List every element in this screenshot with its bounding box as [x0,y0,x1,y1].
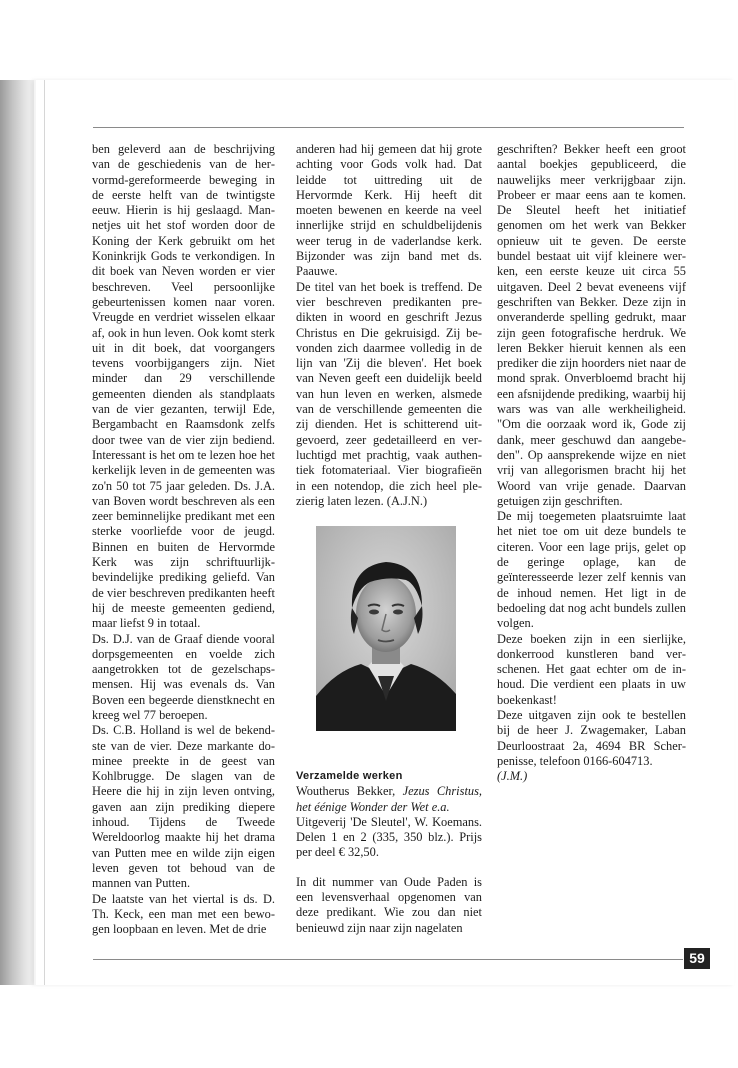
paragraph: De laatste van het viertal is ds. D. Th. Keck, een man met een bewogen loopbaan en leven. Met de drie [92,891,275,937]
paragraph: In dit nummer van Oude Paden is een levensverhaal opgenomen van deze predikant. Wie zou dan niet benieuwd zijn naar zijn nagelaten [296,874,482,935]
paragraph: Ds. C.B. Holland is wel de bekendste van de vier. Deze markante dominee preekte in de geest van Kohlbrugge. De slagen van de Heere die hij in zijn leven ontving, gaven aan zijn prediking diepere inhoud. Tijdens de Tweede Wereldoorlog maakte hij het drama van Putten mee en wilde zijn eigen leven geven tot behoud van de mannen van Putten. [92,723,275,891]
portrait-image [316,526,456,731]
book-gutter [0,80,36,985]
book-author-line [296,784,482,815]
author-signature: (J.M.) [497,769,528,784]
paragraph: Ds. D.J. van de Graaf diende vooral dorpsgemeenten en voelde zich aangetrokken tot de gezelschapsmensen. Hij was evenals ds. Van Boven een begeerde dienstknecht en kreeg wel 77 beroepen. [92,631,275,722]
column-1 [92,142,275,937]
portrait-photo [316,526,456,731]
page-number: 59 [684,948,710,969]
book-title-heading: Verzamelde werken [296,770,403,782]
book-details: Uitgeverij 'De Sleutel', W. Koemans. Delen 1 en 2 (335, 350 blz.). Prijs per deel € 32,50. [296,814,482,860]
book-review-caption [296,768,482,936]
paragraph: De titel van het boek is treffend. De vier beschreven predikanten predikten in woord en geschrift Jezus Christus en Die gekruisigd. Zij bevonden zich daarmee volledig in de lijn van 'Zij die bleven'. Het boek van Neven geeft een duidelijk beeld van hun leven en werken, alsmede van de verschillende gemeenten die zij dienden. Het is schitterend uitgevoerd, zeer gedetailleerd en verluchtigd met prachtig, vaak authentiek fotomateriaal. Vier biografieën in een notendop, die zich heel plezierig laten lezen. (A.J.N.) [296,279,482,508]
paragraph: Deze boeken zijn in een sierlijke, donkerrood kunstleren band verschenen. Het gaat echter om de inhoud. Die verdient een plaats in uw boekenkast! [497,631,686,707]
paragraph: Deze uitgaven zijn ook te bestellen bij de heer J. Zwagemaker, Laban Deurloostraat 2a, 4694 BR Scherpenisse, telefoon 0166-604713. [497,707,686,768]
column-2 [296,142,482,509]
paragraph: De mij toegemeten plaatsruimte laat het niet toe om uit deze bundels te citeren. Voor een lage prijs, gelet op de geringe oplage, kan de geïnteresseerde lezer zelf kennis van de inhoud nemen. Het ligt in de bedoeling dat nog acht bundels zullen volgen. [497,509,686,631]
paragraph: geschriften? Bekker heeft een groot aantal boekjes gepubliceerd, die nauwelijks meer verkrijgbaar zijn. Probeer er maar eens aan te komen. De Sleutel heeft het initiatief genomen om het werk van Bekker opnieuw uit te geven. De eerste bundel bestaat uit vijf kleinere werken, een eerste keuze uit circa 55 uitgaven. Deel 2 bevat eveneens vijf geschriften van Bekker. Deze zijn in onveranderde spelling gedrukt, maar zijn geen fotografische herdruk. We leren Bekker hieruit kennen als een prediker die zijn hoorders niet naar de mond sprak. Onverbloemd bracht hij een afsnijdende prediking, waarbij hij wars was van alle werkheiligheid. "Om die oorzaak word ik, Gode zij dank, meer geschuwd dan aangebeden". Op aansprekende wijze en niet vrij van allegorismen bracht hij het Woord van vrije genade. Daarvan getuigen zijn geschriften. [497,142,686,508]
paragraph: ben geleverd aan de beschrijving van de geschiedenis van de hervormd-gereformeerde beweging in de eerste helft van de twintigste eeuw. Hierin is hij geslaagd. Mannetjes uit het stof worden door de Koning der Kerk gebruikt om het Koninkrijk Gods te verkondigen. In dit boek van Neven worden er vier beschreven. Veel persoonlijke gebeurtenissen komen naar voren. Vreugde en verdriet wisselen elkaar af, ook in hun leven. Ook komt sterk uit in dit boek, dat voorgangers tevens voorbijgangers zijn. Niet minder dan 29 verschillende gemeenten dienden als standplaats van de vier gezanten, terwijl Ede, Bergambacht en Raamsdonk zelfs door twee van de vier zijn bediend. Interessant is het om te lezen hoe het kerkelijk leven in de gemeenten was zo'n 50 tot 75 jaar geleden. Ds. J.A. van Boven wordt beschreven als een zeer beminnelijke predikant met een sterke voorliefde voor de jeugd. Binnen en buiten de Hervormde Kerk was zijn schriftuurlijk-bevindelijke prediking geliefd. Van de vier beschreven predikanten heeft hij de meeste gemeenten gediend, maar liefst 9 in totaal. [92,142,275,631]
book-title: Jezus Christus, het éénige Wonder der Wet e.a. [296,784,482,814]
column-3 [497,142,686,784]
bottom-rule [93,959,683,960]
top-rule [93,127,684,128]
book-author: Woutherus Bekker, [296,784,403,799]
paragraph: anderen had hij gemeen dat hij grote achting voor Gods volk had. Dat leidde tot uittreding uit de Hervormde Kerk. Hij heeft dit moeten bewenen en keerde na veel innerlijke strijd en schuldbelijdenis weer terug in de vaderlandse kerk. Bijzonder was zijn band met ds. Paauwe. [296,142,482,279]
